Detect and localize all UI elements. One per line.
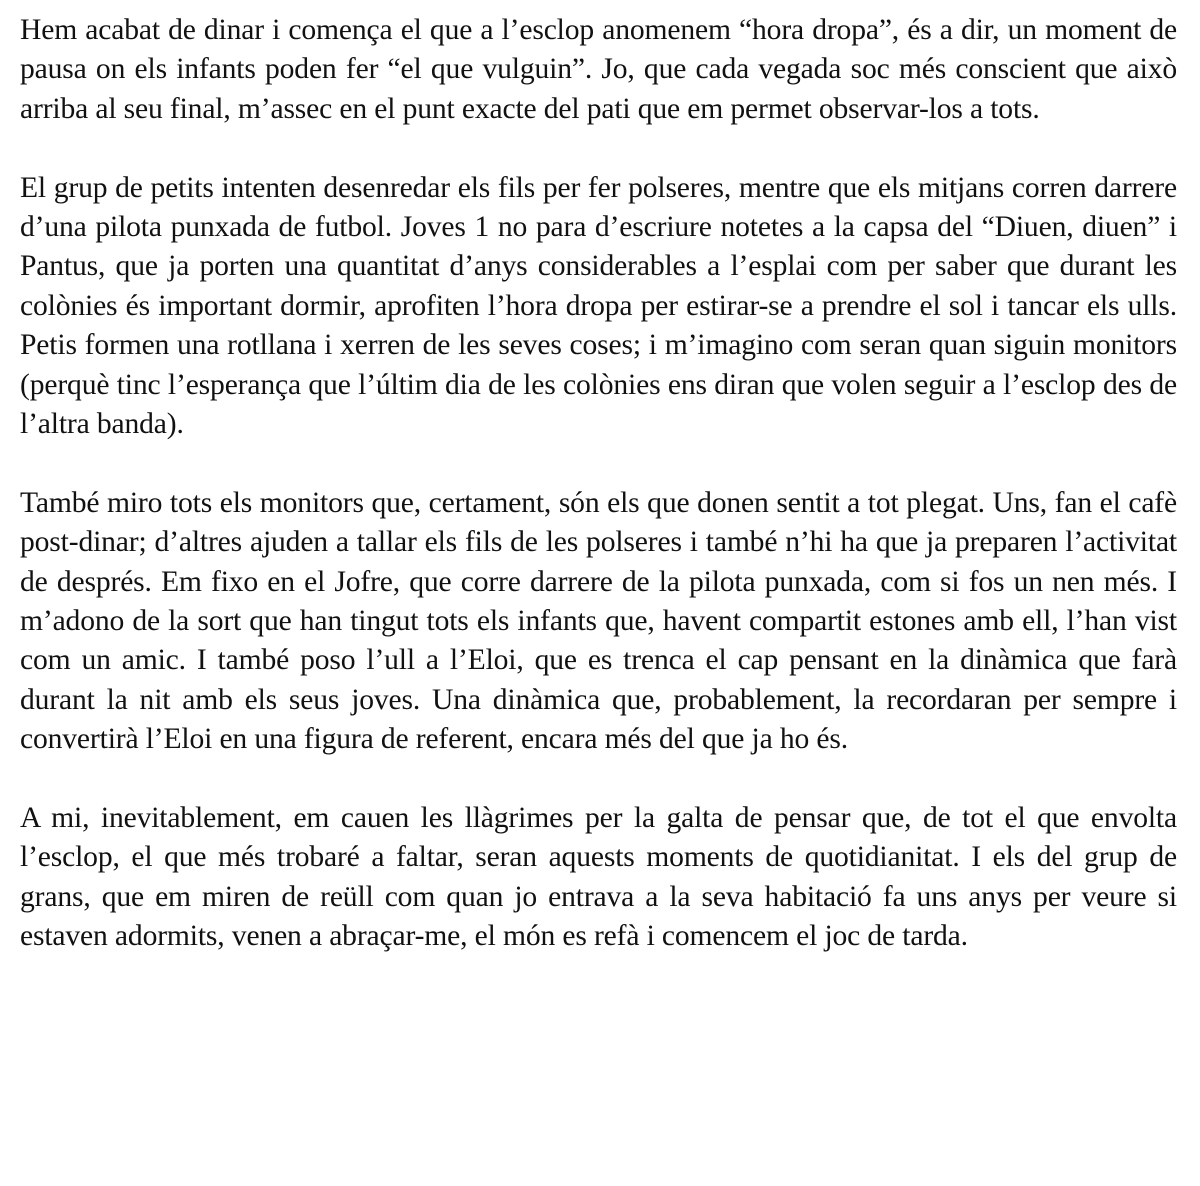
paragraph-2: El grup de petits intenten desenredar els fils per fer polseres, mentre que els mitjans corren darrere d’una pilota punxada de futbol. Joves 1 no para d’escriure notetes a la capsa del “Diuen, diuen” i Pantus, que ja porten una quantitat d’anys considerables a l’esplai com per saber que durant les colònies és important dormir, aprofiten l’hora dropa per estirar-se a prendre el sol i tancar els ulls. Petis formen una rotllana i xerren de les seves coses; i m’imagino com seran quan siguin monitors (perquè tinc l’esperança que l’últim dia de les colònies ens diran que volen seguir a l’esclop des de l’altra banda). <box>20 171 1177 441</box>
paragraph-1: Hem acabat de dinar i comença el que a l’esclop anomenem “hora dropa”, és a dir, un moment de pausa on els infants poden fer “el que vulguin”. Jo, que cada vegada soc més conscient que això arriba al seu final, m’assec en el punt exacte del pati que em permet observar-los a tots. <box>20 14 1177 125</box>
document-body <box>20 11 1177 957</box>
paragraph-4: A mi, inevitablement, em cauen les llàgrimes per la galta de pensar que, de tot el que envolta l’esclop, el que més trobaré a faltar, seran aquests moments de quotidianitat. I els del grup de grans, que em miren de reüll com quan jo entrava a la seva habitació fa uns anys per veure si estaven adormits, venen a abraçar-me, el món es refà i comencem el joc de tarda. <box>20 802 1177 953</box>
paragraph-3: També miro tots els monitors que, certament, són els que donen sentit a tot plegat. Uns, fan el cafè post-dinar; d’altres ajuden a tallar els fils de les polseres i també n’hi ha que ja preparen l’activitat de després. Em fixo en el Jofre, que corre darrere de la pilota punxada, com si fos un nen més. I m’adono de la sort que han tingut tots els infants que, havent compartit estones amb ell, l’han vist com un amic. I també poso l’ull a l’Eloi, que es trenca el cap pensant en la dinàmica que farà durant la nit amb els seus joves. Una dinàmica que, probablement, la recordaran per sempre i convertirà l’Eloi en una figura de referent, encara més del que ja ho és. <box>20 486 1177 756</box>
